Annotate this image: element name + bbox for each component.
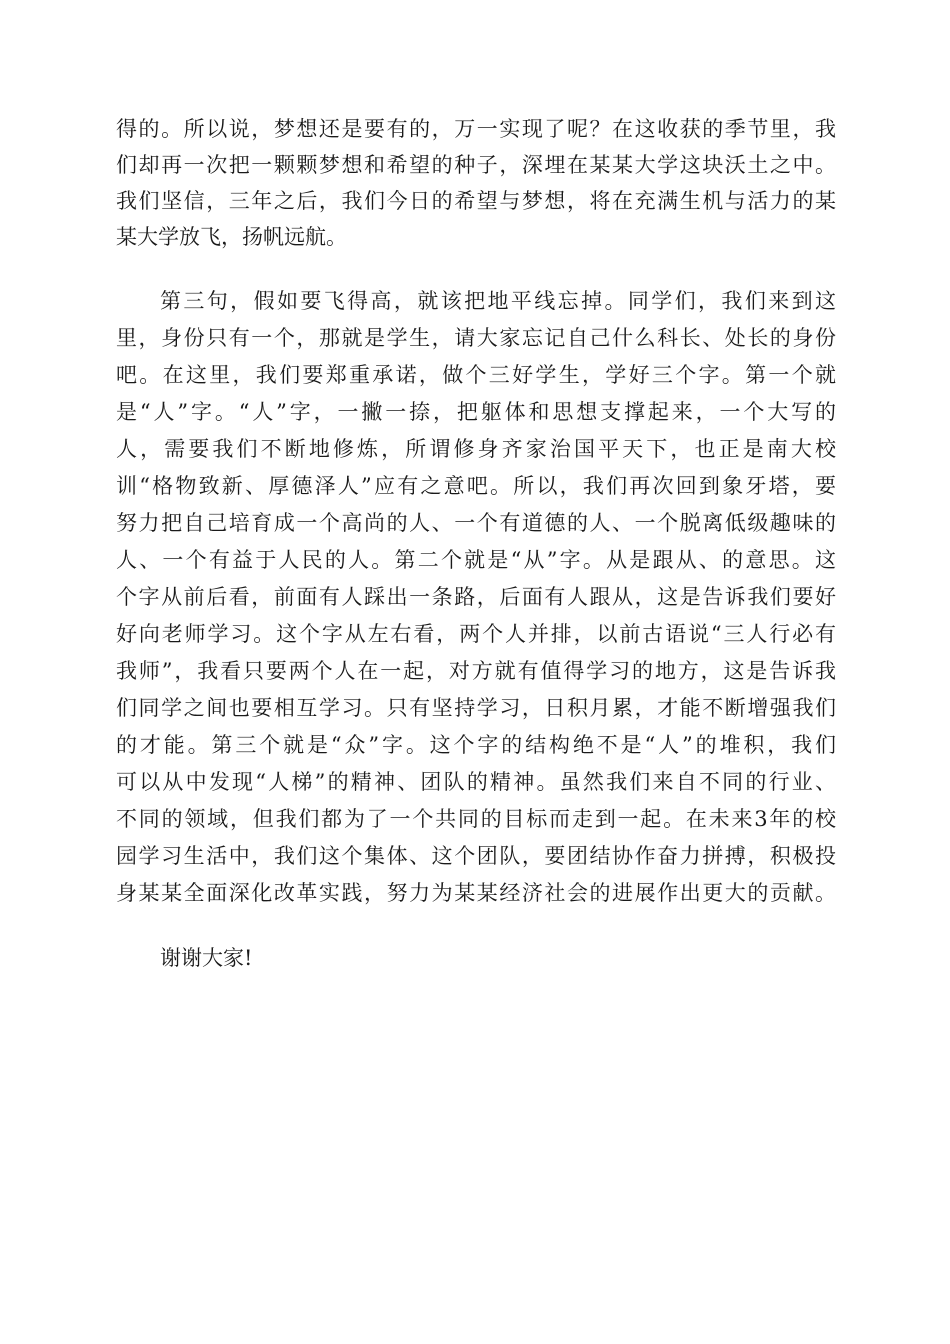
paragraph-2-line-4: 是“人”字。“人”字，一撇一捺，把躯体和思想支撑起来，一个大写的 [116, 400, 836, 424]
paragraph-2-line-15: 不同的领域，但我们都为了一个共同的目标而走到一起。在未来3年的校 [116, 807, 836, 831]
paragraph-2-line-12: 们同学之间也要相互学习。只有坚持学习，日积月累，才能不断增强我们 [116, 696, 836, 720]
paragraph-2-line-8: 人、一个有益于人民的人。第二个就是“从”字。从是跟从、的意思。这 [116, 548, 836, 572]
paragraph-1-line-1: 得的。所以说，梦想还是要有的，万一实现了呢？在这收获的季节里，我 [116, 117, 836, 141]
paragraph-2-line-16: 园学习生活中，我们这个集体、这个团队，要团结协作奋力拼搏，积极投 [116, 844, 836, 868]
paragraph-1-line-2: 们却再一次把一颗颗梦想和希望的种子，深埋在某某大学这块沃土之中。 [116, 153, 836, 177]
paragraph-2-line-13: 的才能。第三个就是“众”字。这个字的结构绝不是“人”的堆积，我们 [116, 733, 836, 757]
paragraph-2-line-7: 努力把自己培育成一个高尚的人、一个有道德的人、一个脱离低级趣味的 [116, 511, 836, 535]
closing-line: 谢谢大家! [160, 946, 253, 970]
paragraph-2-line-3: 吧。在这里，我们要郑重承诺，做个三好学生，学好三个字。第一个就 [116, 363, 836, 387]
paragraph-2-line-10: 好向老师学习。这个字从左右看，两个人并排，以前古语说“三人行必有 [116, 622, 836, 646]
paragraph-2-line-11: 我师”，我看只要两个人在一起，对方就有值得学习的地方，这是告诉我 [116, 659, 836, 683]
paragraph-1-line-3: 我们坚信，三年之后，我们今日的希望与梦想，将在充满生机与活力的某 [116, 189, 836, 213]
paragraph-2-line-2: 里，身份只有一个，那就是学生，请大家忘记自己什么科长、处长的身份 [116, 326, 836, 350]
paragraph-2-line-5: 人，需要我们不断地修炼，所谓修身齐家治国平天下，也正是南大校 [116, 437, 836, 461]
paragraph-1-line-4: 某大学放飞，扬帆远航。 [116, 225, 347, 249]
paragraph-2-line-14: 可以从中发现“人梯”的精神、团队的精神。虽然我们来自不同的行业、 [116, 770, 836, 794]
paragraph-2-line-9: 个字从前后看，前面有人踩出一条路，后面有人跟从，这是告诉我们要好 [116, 585, 836, 609]
paragraph-2-line-6: 训“格物致新、厚德泽人”应有之意吧。所以，我们再次回到象牙塔，要 [116, 474, 836, 498]
paragraph-2-line-1: 第三句，假如要飞得高，就该把地平线忘掉。同学们，我们来到这 [160, 289, 836, 313]
paragraph-2-line-17: 身某某全面深化改革实践，努力为某某经济社会的进展作出更大的贡献。 [116, 881, 836, 905]
